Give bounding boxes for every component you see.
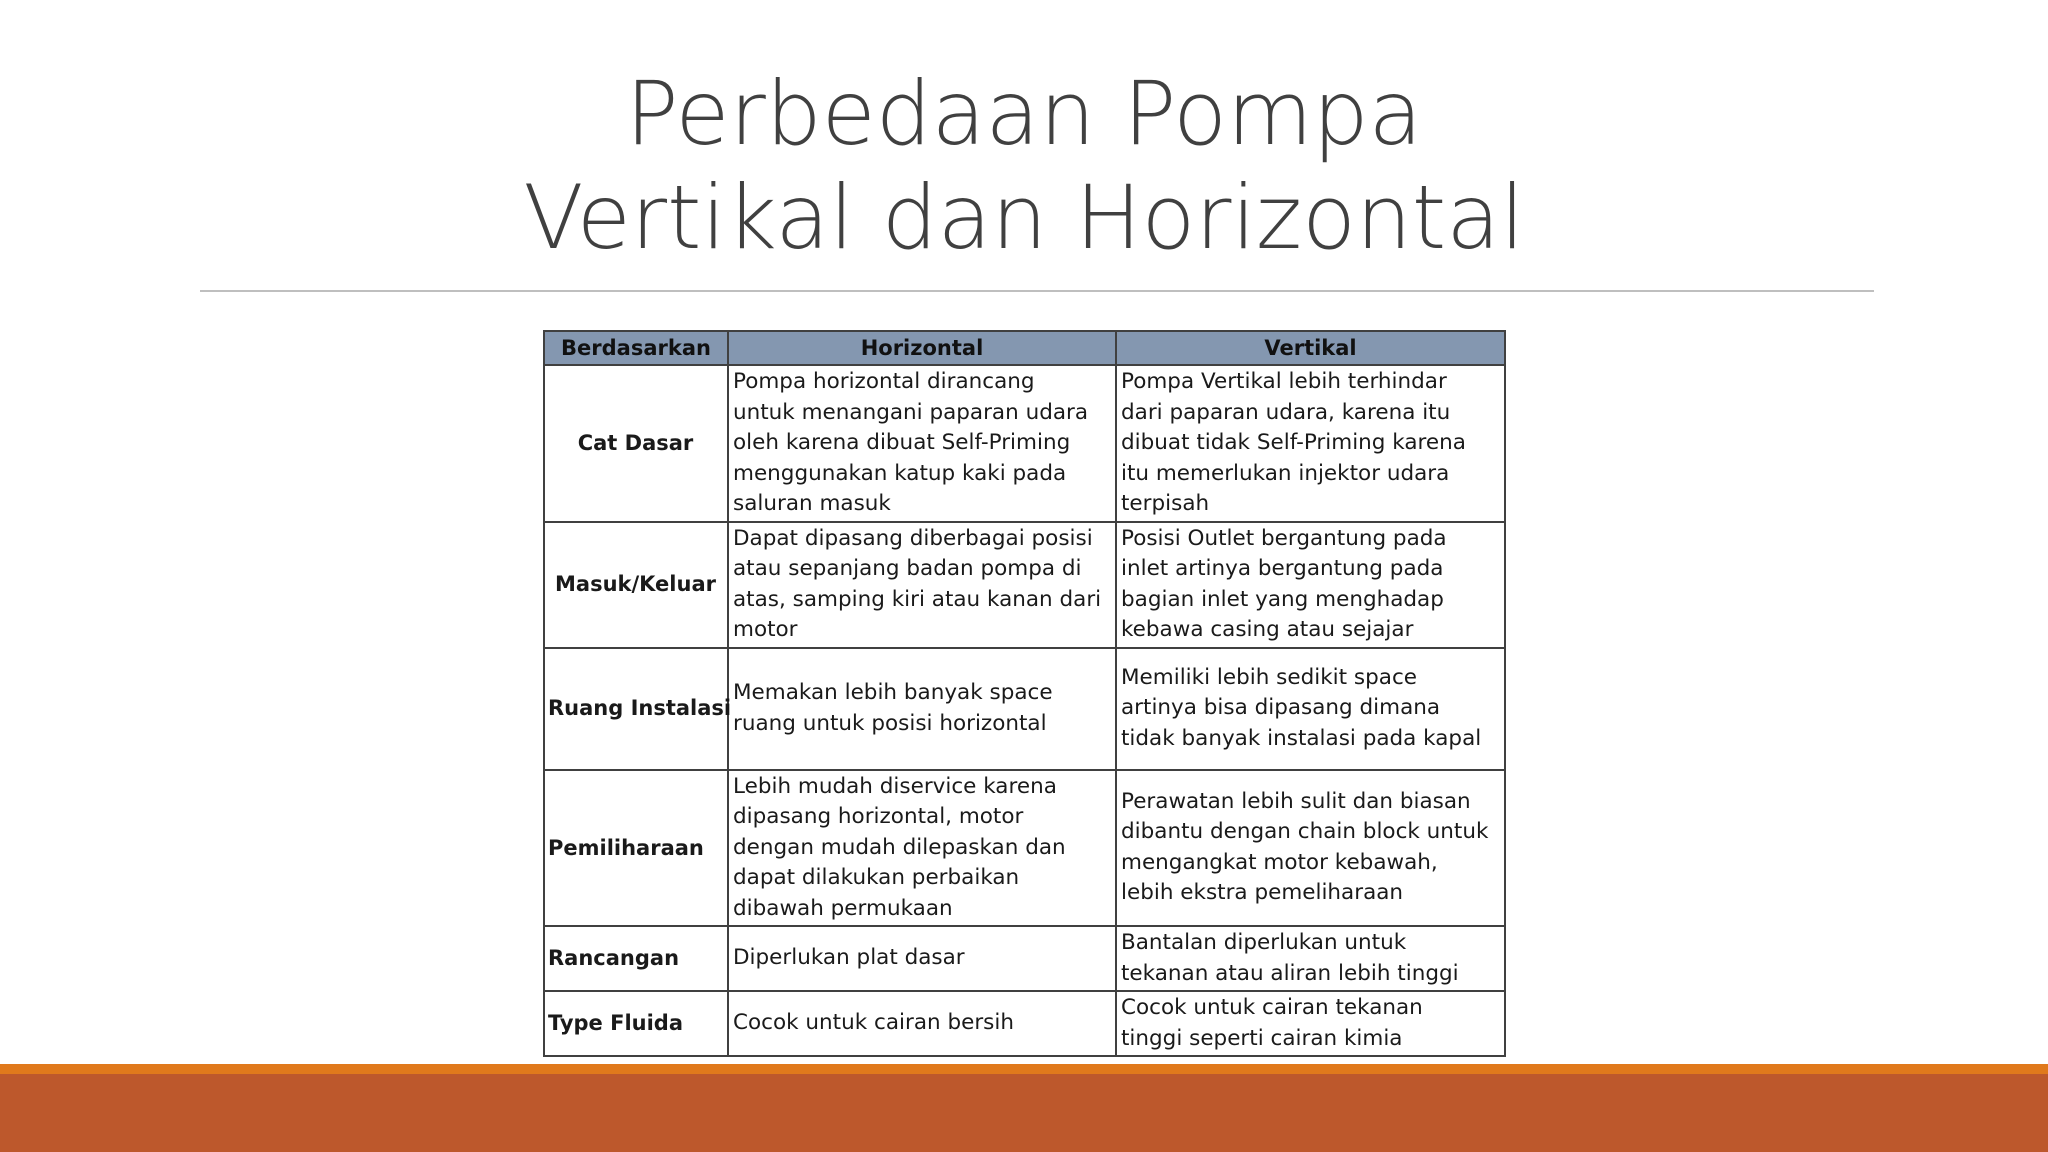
slide-title-line-1: Perbedaan Pompa	[625, 62, 1423, 165]
header-horizontal: Horizontal	[728, 331, 1116, 365]
cell-horizontal: Diperlukan plat dasar	[728, 926, 1116, 991]
cell-horizontal: Cocok untuk cairan bersih	[728, 991, 1116, 1056]
table-row	[544, 648, 1505, 770]
cell-horizontal: Memakan lebih banyak space ruang untuk posisi horizontal	[728, 648, 1116, 770]
cell-horizontal: Lebih mudah diservice karena dipasang horizontal, motor dengan mudah dilepaskan dan dapat dilakukan perbaikan dibawah permukaan	[728, 770, 1116, 927]
cell-vertikal: Cocok untuk cairan tekanan tinggi seperti cairan kimia	[1116, 991, 1505, 1056]
slide-title	[0, 62, 2048, 270]
row-label: Masuk/Keluar	[544, 522, 728, 648]
table-row	[544, 365, 1505, 522]
comparison-table	[543, 330, 1506, 1057]
table-row	[544, 991, 1505, 1056]
table-row	[544, 522, 1505, 648]
slide-title-line-2: Vertikal dan Horizontal	[523, 166, 1525, 269]
row-label: Pemiliharaan	[544, 770, 728, 927]
cell-vertikal: Pompa Vertikal lebih terhindar dari paparan udara, karena itu dibuat tidak Self-Priming karena itu memerlukan injektor udara terpisah	[1116, 365, 1505, 522]
cell-vertikal: Memiliki lebih sedikit space artinya bisa dipasang dimana tidak banyak instalasi pada kapal	[1116, 648, 1505, 770]
header-berdasarkan: Berdasarkan	[544, 331, 728, 365]
footer-accent-stripe	[0, 1064, 2048, 1074]
cell-vertikal: Perawatan lebih sulit dan biasan dibantu dengan chain block untuk mengangkat motor kebawah, lebih ekstra pemeliharaan	[1116, 770, 1505, 927]
footer-band	[0, 1074, 2048, 1152]
row-label: Rancangan	[544, 926, 728, 991]
header-vertikal: Vertikal	[1116, 331, 1505, 365]
row-label: Type Fluida	[544, 991, 728, 1056]
table-row	[544, 926, 1505, 991]
comparison-table-container	[543, 330, 1504, 1057]
row-label: Ruang Instalasi	[544, 648, 728, 770]
cell-vertikal: Posisi Outlet bergantung pada inlet artinya bergantung pada bagian inlet yang menghadap kebawa casing atau sejajar	[1116, 522, 1505, 648]
table-row	[544, 770, 1505, 927]
cell-horizontal: Dapat dipasang diberbagai posisi atau sepanjang badan pompa di atas, samping kiri atau kanan dari motor	[728, 522, 1116, 648]
cell-vertikal: Bantalan diperlukan untuk tekanan atau aliran lebih tinggi	[1116, 926, 1505, 991]
row-label: Cat Dasar	[544, 365, 728, 522]
cell-horizontal: Pompa horizontal dirancang untuk menangani paparan udara oleh karena dibuat Self-Priming menggunakan katup kaki pada saluran masuk	[728, 365, 1116, 522]
title-divider	[200, 290, 1874, 292]
table-header-row	[544, 331, 1505, 365]
